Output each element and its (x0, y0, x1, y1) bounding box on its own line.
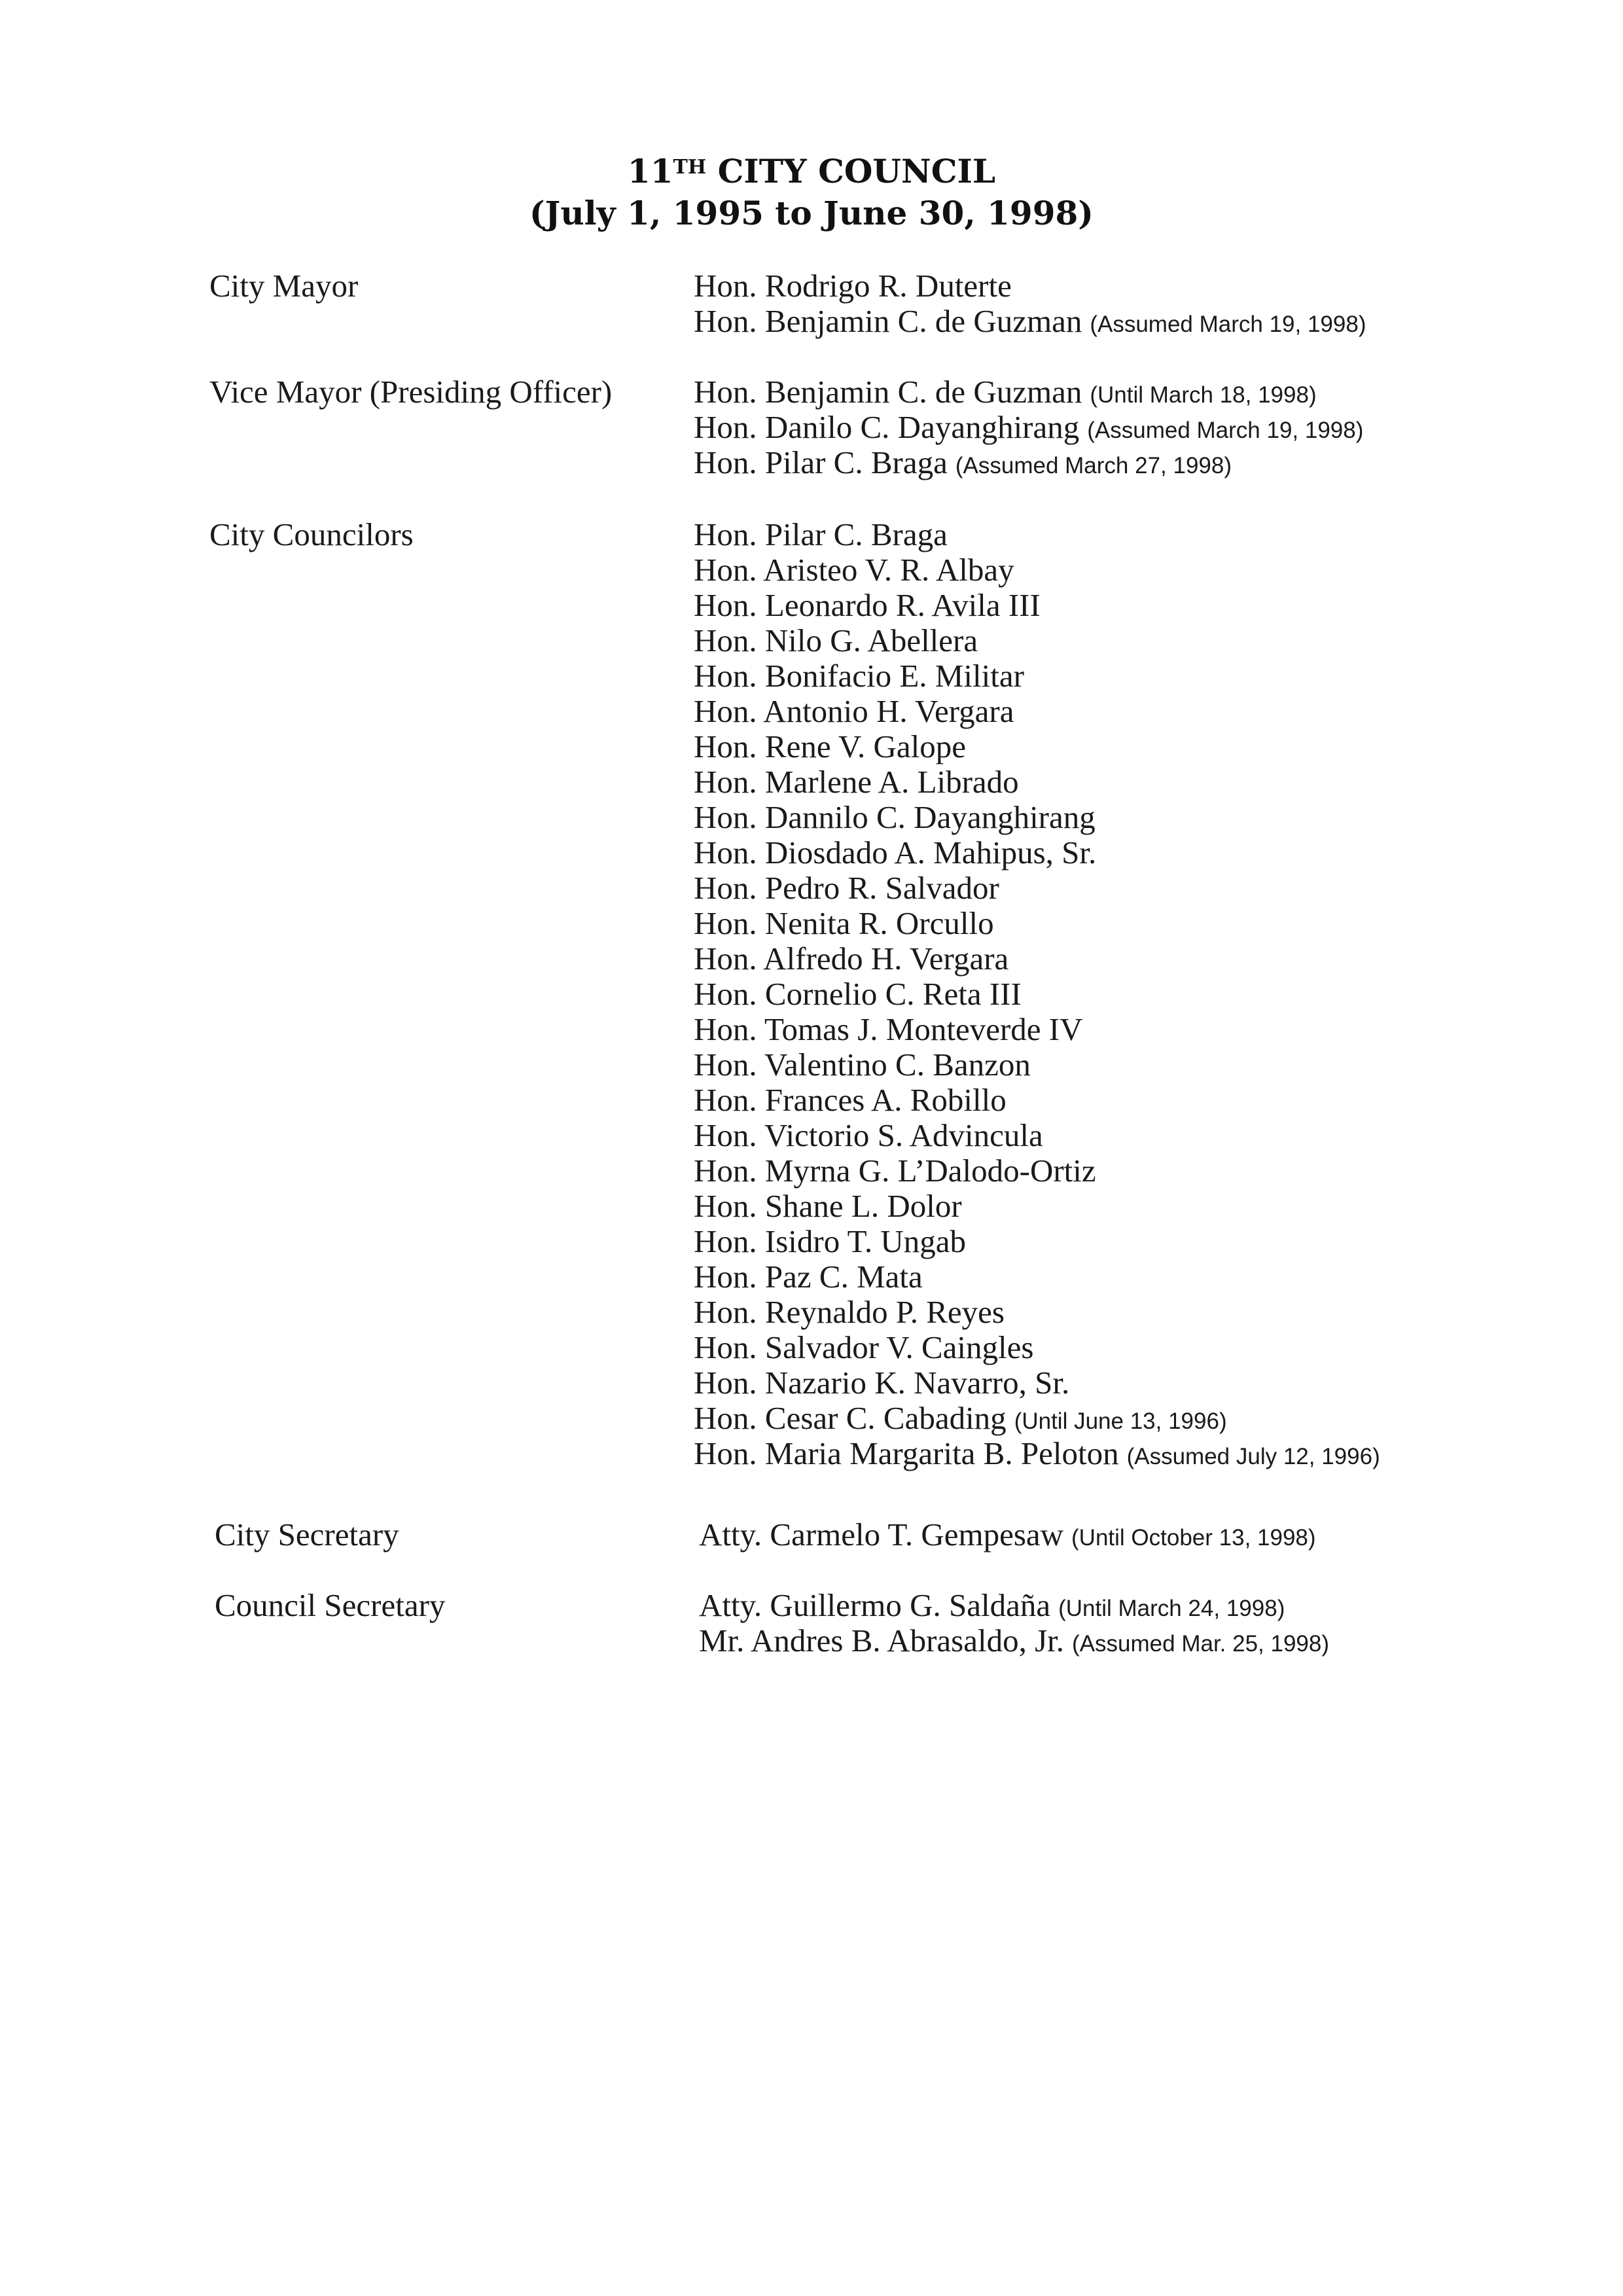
official-name: Hon. Rene V. Galope (694, 728, 966, 764)
official-entry (694, 588, 1380, 623)
official-entry (694, 800, 1380, 835)
official-entry (694, 1047, 1380, 1083)
tenure-note: (Until March 24, 1998) (1058, 1596, 1285, 1621)
official-name: Hon. Myrna G. L’Dalodo-Ortiz (694, 1153, 1096, 1189)
official-name: Hon. Isidro T. Ungab (694, 1223, 966, 1259)
official-name: Hon. Shane L. Dolor (694, 1188, 962, 1224)
official-entry (694, 1224, 1380, 1259)
official-name: Hon. Antonio H. Vergara (694, 693, 1014, 729)
official-name: Hon. Bonifacio E. Militar (694, 658, 1024, 694)
official-entry (694, 835, 1380, 870)
official-name: Hon. Benjamin C. de Guzman (694, 374, 1082, 410)
official-entry (694, 764, 1380, 800)
official-entry (694, 1153, 1380, 1189)
official-name: Hon. Dannilo C. Dayanghirang (694, 799, 1096, 835)
official-entry (694, 552, 1380, 588)
official-name: Hon. Salvador V. Caingles (694, 1329, 1034, 1365)
official-name: Atty. Carmelo T. Gempesaw (699, 1516, 1064, 1552)
official-entry (699, 1517, 1316, 1552)
role-label: City Secretary (215, 1516, 399, 1552)
official-entry (694, 658, 1380, 694)
official-name: Hon. Paz C. Mata (694, 1259, 923, 1295)
tenure-note: (Assumed July 12, 1996) (1126, 1444, 1380, 1469)
name-list (694, 517, 1380, 1471)
official-name: Hon. Frances A. Robillo (694, 1082, 1007, 1118)
council-term: (July 1, 1995 to June 30, 1998) (529, 194, 1094, 232)
official-name: Hon. Nazario K. Navarro, Sr. (694, 1365, 1070, 1401)
official-entry (694, 1436, 1380, 1471)
official-name: Hon. Reynaldo P. Reyes (694, 1294, 1005, 1330)
official-entry (699, 1623, 1329, 1659)
official-entry (694, 517, 1380, 552)
official-entry (694, 1295, 1380, 1330)
tenure-note: (Assumed March 19, 1998) (1090, 312, 1366, 337)
role-label: City Councilors (209, 516, 414, 552)
official-name: Hon. Danilo C. Dayanghirang (694, 409, 1080, 445)
official-name: Hon. Nilo G. Abellera (694, 622, 978, 658)
name-list (694, 268, 1366, 339)
official-name: Hon. Tomas J. Monteverde IV (694, 1011, 1083, 1047)
official-name: Hon. Pilar C. Braga (694, 444, 948, 480)
official-name: Hon. Cornelio C. Reta III (694, 976, 1022, 1012)
official-name: Hon. Rodrigo R. Duterte (694, 268, 1012, 304)
official-entry (694, 1365, 1380, 1401)
official-entry (694, 694, 1380, 729)
tenure-note: (Assumed March 27, 1998) (955, 453, 1232, 478)
official-name: Hon. Diosdado A. Mahipus, Sr. (694, 834, 1097, 870)
document-header (0, 151, 1623, 234)
official-entry (694, 410, 1363, 445)
official-entry (699, 1588, 1329, 1623)
role-label: Vice Mayor (Presiding Officer) (209, 374, 613, 410)
tenure-note: (Until March 18, 1998) (1090, 382, 1317, 408)
official-entry (694, 623, 1380, 658)
tenure-note: (Until June 13, 1996) (1014, 1408, 1227, 1434)
official-entry (694, 941, 1380, 977)
official-name: Hon. Cesar C. Cabading (694, 1400, 1007, 1436)
official-entry (694, 977, 1380, 1012)
official-entry (694, 268, 1366, 304)
tenure-note: (Assumed March 19, 1998) (1087, 418, 1364, 443)
official-name: Hon. Aristeo V. R. Albay (694, 552, 1014, 588)
official-entry (694, 304, 1366, 339)
official-name: Hon. Marlene A. Librado (694, 764, 1019, 800)
official-entry (694, 1259, 1380, 1295)
official-name: Hon. Victorio S. Advincula (694, 1117, 1043, 1153)
role-label: City Mayor (209, 268, 359, 304)
official-entry (694, 729, 1380, 764)
official-entry (694, 1401, 1380, 1436)
official-name: Atty. Guillermo G. Saldaña (699, 1587, 1051, 1623)
official-entry (694, 906, 1380, 941)
official-entry (694, 445, 1363, 480)
official-name: Mr. Andres B. Abrasaldo, Jr. (699, 1623, 1065, 1659)
official-entry (694, 1189, 1380, 1224)
name-list (694, 374, 1363, 480)
official-name: Hon. Pilar C. Braga (694, 516, 948, 552)
official-name: Hon. Maria Margarita B. Peloton (694, 1435, 1119, 1471)
official-entry (694, 1330, 1380, 1365)
title-number: 11 (627, 152, 673, 190)
title-ordinal-suffix: TH (673, 156, 707, 179)
tenure-note: (Until October 13, 1998) (1071, 1525, 1316, 1551)
official-entry (694, 1118, 1380, 1153)
official-entry (694, 1012, 1380, 1047)
official-name: Hon. Valentino C. Banzon (694, 1047, 1031, 1083)
council-title (0, 151, 1623, 192)
tenure-note: (Assumed Mar. 25, 1998) (1072, 1631, 1330, 1657)
role-label: Council Secretary (215, 1587, 446, 1623)
official-entry (694, 870, 1380, 906)
official-name: Hon. Benjamin C. de Guzman (694, 303, 1082, 339)
official-name: Hon. Pedro R. Salvador (694, 870, 999, 906)
name-list (699, 1588, 1329, 1659)
official-name: Hon. Leonardo R. Avila III (694, 587, 1041, 623)
official-entry (694, 1083, 1380, 1118)
official-name: Hon. Nenita R. Orcullo (694, 905, 994, 941)
official-entry (694, 374, 1363, 410)
name-list (699, 1517, 1316, 1552)
title-text: CITY COUNCIL (717, 152, 996, 190)
official-name: Hon. Alfredo H. Vergara (694, 941, 1009, 977)
